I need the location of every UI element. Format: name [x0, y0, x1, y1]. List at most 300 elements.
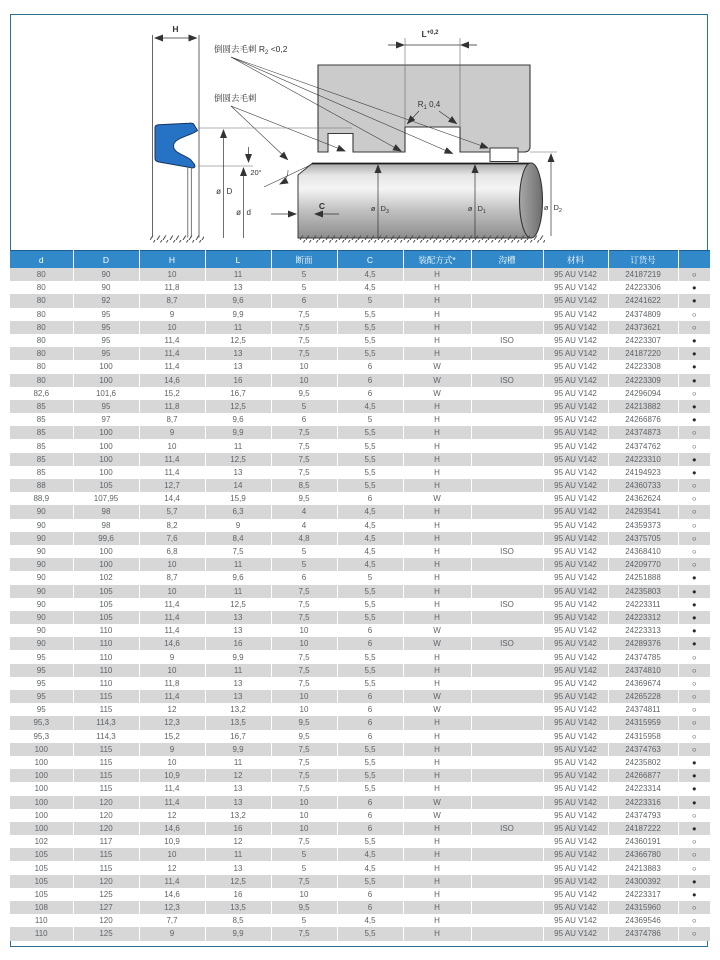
deburr-leader [231, 106, 288, 160]
table-cell: 95 AU V142 [543, 848, 608, 861]
table-cell: 80 [10, 347, 73, 360]
table-cell: 97 [73, 413, 139, 426]
table-cell: H [403, 413, 471, 426]
table-cell: ● [691, 612, 697, 622]
table-cell: W [403, 387, 471, 400]
table-cell [471, 690, 543, 703]
table-cell: 7,5 [271, 321, 337, 334]
table-cell: 24223309 [608, 374, 678, 387]
table-cell: 24374785 [608, 650, 678, 663]
table-cell: 24266876 [608, 413, 678, 426]
table-cell [471, 558, 543, 571]
table-cell: 114,3 [73, 716, 139, 729]
table-cell: 95 AU V142 [543, 426, 608, 439]
table-cell: 95 AU V142 [543, 571, 608, 584]
table-cell: H [403, 901, 471, 914]
table-cell: H [403, 281, 471, 294]
table-cell: 110 [73, 650, 139, 663]
table-cell: 10 [139, 268, 205, 281]
column-header: 沟槽 [471, 251, 543, 269]
table-cell: 110 [10, 914, 73, 927]
table-cell: 85 [10, 426, 73, 439]
table-cell: 5,5 [337, 677, 403, 690]
table-cell: 80 [10, 334, 73, 347]
table-cell: ● [691, 823, 697, 833]
table-cell [471, 769, 543, 782]
table-cell: 107,95 [73, 492, 139, 505]
table-cell [471, 914, 543, 927]
table-cell: 95 AU V142 [543, 387, 608, 400]
table-cell: ● [691, 599, 697, 609]
dim-label-R1: $R_1$ 0,4 [417, 100, 441, 111]
table-cell: 9,6 [205, 294, 271, 307]
table-cell: 11,4 [139, 347, 205, 360]
table-cell: H [403, 598, 471, 611]
table-cell: 125 [73, 927, 139, 940]
table-cell: 85 [10, 400, 73, 413]
table-cell: ISO [471, 334, 543, 347]
table-cell: 10,9 [139, 769, 205, 782]
dim-label-dia-D: D [226, 187, 233, 196]
table-cell: 95 AU V142 [543, 690, 608, 703]
table-cell: 5,5 [337, 756, 403, 769]
table-cell: ● [691, 586, 697, 596]
table-cell [471, 835, 543, 848]
table-cell: 4,5 [337, 558, 403, 571]
table-cell: 95 AU V142 [543, 730, 608, 743]
table-row [10, 347, 710, 360]
table-cell: H [403, 439, 471, 452]
table-cell: 6 [271, 294, 337, 307]
table-cell: H [403, 769, 471, 782]
table-cell: 95 [10, 677, 73, 690]
table-cell: 95 AU V142 [543, 901, 608, 914]
table-cell: 95 AU V142 [543, 769, 608, 782]
technical-drawing [0, 0, 720, 250]
table-cell: H [403, 426, 471, 439]
table-cell: 95 AU V142 [543, 875, 608, 888]
table-cell: 24223311 [608, 598, 678, 611]
table-cell: H [403, 782, 471, 795]
table-cell: 102 [73, 571, 139, 584]
table-cell [471, 347, 543, 360]
table-cell: 12,3 [139, 901, 205, 914]
column-header: 装配方式* [403, 251, 471, 269]
table-cell: 9,5 [271, 387, 337, 400]
table-cell: 7,5 [271, 453, 337, 466]
table-cell: 10 [271, 822, 337, 835]
table-cell: 5,5 [337, 835, 403, 848]
table-cell: 9 [205, 519, 271, 532]
table-cell: H [403, 585, 471, 598]
table-cell: ○ [691, 309, 697, 319]
table-cell: 120 [73, 796, 139, 809]
table-cell: 6 [337, 888, 403, 901]
table-cell: 100 [10, 769, 73, 782]
table-cell: ○ [691, 481, 697, 491]
table-cell: ISO [471, 822, 543, 835]
table-cell: 11,4 [139, 453, 205, 466]
table-cell: 13 [205, 611, 271, 624]
table-cell: 95 AU V142 [543, 611, 608, 624]
table-cell: 10 [139, 585, 205, 598]
table-cell: W [403, 624, 471, 637]
table-cell: 24235803 [608, 585, 678, 598]
table-cell: 8,5 [205, 914, 271, 927]
table-cell: 88 [10, 479, 73, 492]
table-cell: 120 [73, 875, 139, 888]
table-cell: 9,9 [205, 426, 271, 439]
table-row [10, 492, 710, 505]
rod-shaft [298, 164, 531, 239]
table-cell: 100 [73, 453, 139, 466]
table-cell: 95,3 [10, 730, 73, 743]
table-cell: 95 AU V142 [543, 439, 608, 452]
table-cell: 24374786 [608, 927, 678, 940]
table-cell: 5,5 [337, 308, 403, 321]
table-cell: 6 [271, 413, 337, 426]
table-cell: 95 AU V142 [543, 360, 608, 373]
table-row [10, 439, 710, 452]
table-cell: 80 [10, 374, 73, 387]
table-cell [471, 703, 543, 716]
table-row [10, 400, 710, 413]
table-cell: 11 [205, 439, 271, 452]
table-cell: 7,5 [271, 875, 337, 888]
table-cell: 12,5 [205, 334, 271, 347]
table-cell: 13,2 [205, 809, 271, 822]
column-header [678, 251, 710, 269]
seal-profile [155, 123, 198, 168]
table-cell: 24223314 [608, 782, 678, 795]
table-cell: H [403, 743, 471, 756]
table-cell: 10 [271, 624, 337, 637]
table-cell: 4,5 [337, 281, 403, 294]
table-cell: 13,5 [205, 901, 271, 914]
table-cell: 7,5 [271, 835, 337, 848]
table-cell: 5,5 [337, 782, 403, 795]
table-cell: 24369674 [608, 677, 678, 690]
table-cell: 5,5 [337, 875, 403, 888]
table-cell: 12,3 [139, 716, 205, 729]
table-cell: H [403, 835, 471, 848]
table-cell: 24374763 [608, 743, 678, 756]
table-cell: 5 [271, 281, 337, 294]
table-cell: 7,5 [271, 756, 337, 769]
table-cell: 7,5 [271, 743, 337, 756]
table-cell: 24300392 [608, 875, 678, 888]
table-cell: 8,7 [139, 294, 205, 307]
table-cell: ○ [691, 731, 697, 741]
table-cell: 11 [205, 848, 271, 861]
table-cell: 5,5 [337, 426, 403, 439]
table-body [10, 268, 710, 941]
table-cell: 110 [10, 927, 73, 940]
table-cell: 9,5 [271, 730, 337, 743]
table-cell: 90 [10, 611, 73, 624]
table-cell: 95 AU V142 [543, 716, 608, 729]
table-cell [471, 861, 543, 874]
table-cell: 100 [10, 809, 73, 822]
table-cell: 24223308 [608, 360, 678, 373]
table-cell: 105 [10, 875, 73, 888]
table-cell: H [403, 875, 471, 888]
dim-label-dia-D3: $D_3$ [380, 204, 389, 215]
table-row [10, 387, 710, 400]
table-cell: 11,4 [139, 690, 205, 703]
table-cell: 10 [271, 703, 337, 716]
table-row [10, 809, 710, 822]
table-cell: 24373621 [608, 321, 678, 334]
table-cell: 4,5 [337, 400, 403, 413]
table-cell: 80 [10, 268, 73, 281]
table-cell: 5,5 [337, 611, 403, 624]
table-cell: ○ [691, 428, 697, 438]
note-deburr-r2: 倒圆去毛刺 $R_2 <0,2$ [214, 44, 288, 56]
table-cell: ● [691, 626, 697, 636]
table-cell: H [403, 927, 471, 940]
table-row [10, 585, 710, 598]
table-cell: 4,5 [337, 532, 403, 545]
table-cell: 9,9 [205, 650, 271, 663]
table-cell [471, 585, 543, 598]
table-cell: 95 AU V142 [543, 914, 608, 927]
table-cell: 7,5 [271, 677, 337, 690]
table-cell: H [403, 822, 471, 835]
table-cell: 24213883 [608, 861, 678, 874]
table-cell: ○ [691, 692, 697, 702]
table-cell: 100 [10, 782, 73, 795]
table-cell: 110 [73, 677, 139, 690]
table-cell: 95 AU V142 [543, 334, 608, 347]
table-cell [471, 782, 543, 795]
table-cell: H [403, 664, 471, 677]
table-cell: 16,7 [205, 730, 271, 743]
table-cell: 6,8 [139, 545, 205, 558]
table-cell: 16,7 [205, 387, 271, 400]
table-cell: 24374810 [608, 664, 678, 677]
table-cell: 110 [73, 637, 139, 650]
table-cell: 24359373 [608, 519, 678, 532]
table-cell: 115 [73, 743, 139, 756]
table-cell: 90 [10, 585, 73, 598]
table-cell: 12 [139, 861, 205, 874]
table-cell: H [403, 268, 471, 281]
table-row [10, 664, 710, 677]
table-cell: H [403, 308, 471, 321]
table-row [10, 532, 710, 545]
table-cell: 5,5 [337, 664, 403, 677]
table-cell: 95 AU V142 [543, 756, 608, 769]
table-cell: W [403, 374, 471, 387]
table-row [10, 914, 710, 927]
table-cell [471, 505, 543, 518]
table-cell: 10 [139, 664, 205, 677]
table-cell [471, 848, 543, 861]
table-cell [471, 479, 543, 492]
table-cell: 9,5 [271, 716, 337, 729]
table-cell: 105 [10, 861, 73, 874]
table-cell: 100 [73, 466, 139, 479]
dim-label-dia-D2: $D_2$ [553, 203, 562, 214]
table-cell: ISO [471, 637, 543, 650]
table-cell: 24265228 [608, 690, 678, 703]
table-cell: 5 [271, 861, 337, 874]
table-cell: 24251888 [608, 571, 678, 584]
table-cell: ● [691, 362, 697, 372]
table-cell: 80 [10, 281, 73, 294]
table-cell: 4,5 [337, 505, 403, 518]
table-cell: 16 [205, 637, 271, 650]
table-row [10, 426, 710, 439]
table-cell: 125 [73, 888, 139, 901]
table-cell [471, 439, 543, 452]
table-cell: 95 AU V142 [543, 545, 608, 558]
table-cell: W [403, 809, 471, 822]
table-cell [471, 466, 543, 479]
table-cell: 115 [73, 690, 139, 703]
table-cell: ○ [691, 678, 697, 688]
table-cell: 85 [10, 453, 73, 466]
dim-label-C: C [318, 201, 326, 211]
table-cell: ● [691, 639, 697, 649]
table-cell: H [403, 730, 471, 743]
table-cell: 5,7 [139, 505, 205, 518]
table-cell: 7,5 [271, 927, 337, 940]
table-cell: 5,5 [337, 439, 403, 452]
table-cell: 100 [73, 360, 139, 373]
table-cell: ● [691, 573, 697, 583]
table-cell: H [403, 453, 471, 466]
table-cell: 115 [73, 782, 139, 795]
table-header-row [10, 251, 710, 269]
note-deburr: 倒圆去毛刺 [214, 93, 257, 103]
table-cell [471, 624, 543, 637]
table-cell: 10 [271, 690, 337, 703]
table-cell: 6 [337, 492, 403, 505]
table-cell: 95 AU V142 [543, 782, 608, 795]
table-cell: W [403, 703, 471, 716]
table-cell: 95 [73, 400, 139, 413]
table-cell: 95 AU V142 [543, 809, 608, 822]
table-cell: 120 [73, 809, 139, 822]
table-cell: 88,9 [10, 492, 73, 505]
table-cell: 4,5 [337, 545, 403, 558]
table-cell: 11,4 [139, 466, 205, 479]
table-cell: 90 [10, 505, 73, 518]
column-header: L [205, 251, 271, 269]
table-row [10, 453, 710, 466]
table-cell: 99,6 [73, 532, 139, 545]
table-cell: 100 [10, 796, 73, 809]
table-cell: 5,5 [337, 650, 403, 663]
table-cell: 7,5 [271, 769, 337, 782]
table-row [10, 888, 710, 901]
table-row [10, 268, 710, 281]
table-row [10, 334, 710, 347]
table-cell: ○ [691, 665, 697, 675]
table-cell: 95 [10, 703, 73, 716]
table-cell: 100 [73, 374, 139, 387]
table-cell: 5,5 [337, 598, 403, 611]
table-cell: ● [691, 296, 697, 306]
table-cell: 11,8 [139, 677, 205, 690]
table-row [10, 756, 710, 769]
table-cell: 12 [205, 769, 271, 782]
column-header: C [337, 251, 403, 269]
table-cell: ○ [691, 837, 697, 847]
table-cell: 24315958 [608, 730, 678, 743]
table-cell: ○ [691, 270, 697, 280]
table-row [10, 466, 710, 479]
table-row [10, 769, 710, 782]
table-cell: H [403, 677, 471, 690]
dim-label-H: H [172, 24, 179, 34]
table-cell: 105 [73, 598, 139, 611]
table-cell: 95 [10, 650, 73, 663]
table-cell: 13 [205, 796, 271, 809]
table-cell: ○ [691, 744, 697, 754]
table-cell: 9,6 [205, 571, 271, 584]
table-cell: 80 [10, 360, 73, 373]
table-cell: ○ [691, 533, 697, 543]
table-cell: 98 [73, 519, 139, 532]
table-cell: 11 [205, 585, 271, 598]
table-cell: ● [691, 375, 697, 385]
table-cell: 114,3 [73, 730, 139, 743]
table-cell: 5 [337, 571, 403, 584]
table-cell: W [403, 637, 471, 650]
table-cell: ○ [691, 652, 697, 662]
table-cell: 4 [271, 519, 337, 532]
table-cell [471, 743, 543, 756]
table-cell: 9 [139, 308, 205, 321]
table-cell: 13 [205, 690, 271, 703]
table-cell [471, 927, 543, 940]
table-row [10, 703, 710, 716]
table-cell [471, 413, 543, 426]
table-cell: 6 [337, 624, 403, 637]
table-cell: 12,5 [205, 453, 271, 466]
table-cell: 7,5 [271, 782, 337, 795]
table-cell: 7,5 [271, 347, 337, 360]
table-cell: 95 AU V142 [543, 492, 608, 505]
table-cell: 4,5 [337, 519, 403, 532]
table-cell: 5 [271, 848, 337, 861]
table-cell: H [403, 334, 471, 347]
table-row [10, 822, 710, 835]
table-cell: 5,5 [337, 347, 403, 360]
table-cell: 6 [337, 822, 403, 835]
dim-label-dia-d: d [246, 208, 251, 217]
table-cell: 95 AU V142 [543, 466, 608, 479]
table-cell: 6 [337, 374, 403, 387]
table-cell: 7,5 [271, 426, 337, 439]
table-cell: 24223312 [608, 611, 678, 624]
table-cell: H [403, 347, 471, 360]
table-cell: 6 [337, 716, 403, 729]
table-cell: 5,5 [337, 334, 403, 347]
table-cell: H [403, 558, 471, 571]
table-cell: 100 [73, 439, 139, 452]
table-cell: 14,6 [139, 822, 205, 835]
table-cell: 13 [205, 281, 271, 294]
table-cell: 110 [73, 664, 139, 677]
table-cell: 10 [139, 558, 205, 571]
table-cell [471, 901, 543, 914]
table-cell [471, 677, 543, 690]
table-cell: 110 [73, 624, 139, 637]
